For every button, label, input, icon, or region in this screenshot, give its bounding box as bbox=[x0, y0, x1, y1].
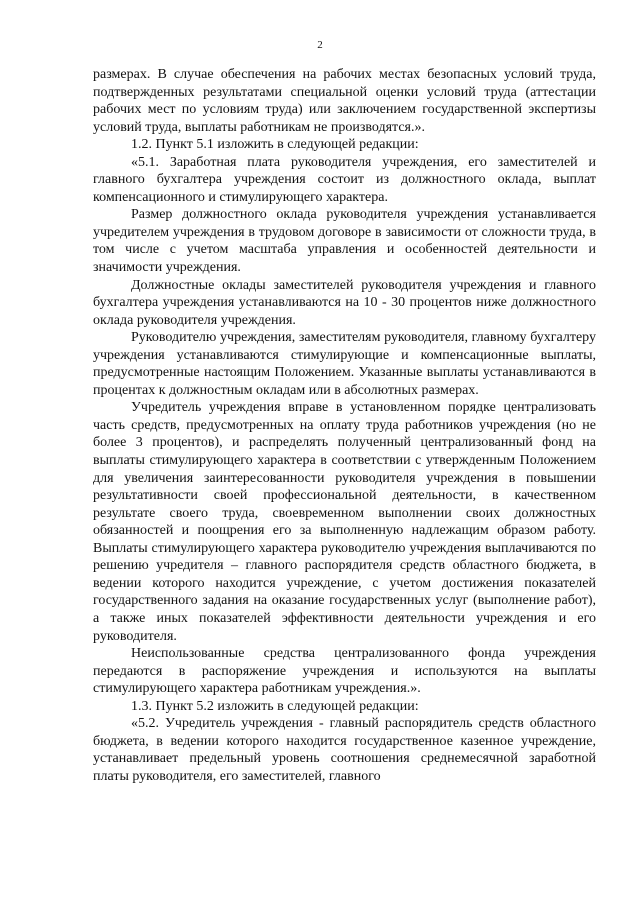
paragraph-clause-5-2: «5.2. Учредитель учреждения - главный распорядитель средств областного бюджета, в ведении которого находится государственное казенное учреждение, устанавливает предельный уровень соотношения среднемесячной заработной платы руководителя, его заместителей, главного bbox=[93, 716, 596, 784]
paragraph-continuation: размерах. В случае обеспечения на рабочих местах безопасных условий труда, подтвержденных результатами специальной оценки условий труда (аттестации рабочих мест по условиям труда) или заключением государственной экспертизы условий труда, выплаты работникам не производятся.». bbox=[93, 67, 596, 135]
document-body bbox=[93, 66, 596, 785]
paragraph-incentive-payments: Руководителю учреждения, заместителям руководителя, главному бухгалтеру учреждения устанавливаются стимулирующие и компенсационные выплаты, предусмотренные настоящим Положением. Указанные выплаты устанавливаются в процентах к должностным окладам или в абсолютных размерах. bbox=[93, 330, 596, 398]
paragraph-director-salary: Размер должностного оклада руководителя учреждения устанавливается учредителем учреждения в трудовом договоре в зависимости от сложности труда, в том числе с учетом масштаба управления и особенностей деятельности и значимости учреждения. bbox=[93, 207, 596, 276]
paragraph-deputy-salaries: Должностные оклады заместителей руководителя учреждения и главного бухгалтера учреждения устанавливаются на 10 - 30 процентов ниже должностного оклада руководителя учреждения. bbox=[93, 277, 596, 328]
paragraph-item-1-3: 1.3. Пункт 5.2 изложить в следующей редакции: bbox=[131, 698, 419, 714]
page-number: 2 bbox=[317, 39, 323, 51]
paragraph-centralized-fund: Учредитель учреждения вправе в установленном порядке централизовать часть средств, предусмотренных на оплату труда работников учреждения (но не более 3 процентов), и распределять полученный централизованный фонд на выплаты стимулирующего характера в соответствии с утвержденным Положением для увеличения заинтересованности руководителя учреждения в повышении результативности своей профессиональной деятельности, в качественном результате своего труда, своевременном выполнении своих должностных обязанностей и поощрения его за выполненную надлежащим образом работу. Выплаты стимулирующего характера руководителю учреждения выплачиваются по решению учредителя – главного распорядителя средств областного бюджета, в ведении которого находится учреждение, с учетом достижения показателей государственного задания на оказание государственных услуг (выполнение работ), а также иных показателей эффективности деятельности учреждения и его руководителя. bbox=[93, 400, 596, 644]
paragraph-unused-funds: Неиспользованные средства централизованного фонда учреждения передаются в распоряжение учреждения и используются на выплаты стимулирующего характера работникам учреждения.». bbox=[93, 646, 596, 697]
paragraph-item-1-2: 1.2. Пункт 5.1 изложить в следующей редакции: bbox=[131, 137, 419, 153]
paragraph-clause-5-1: «5.1. Заработная плата руководителя учреждения, его заместителей и главного бухгалтера учреждения состоит из должностного оклада, выплат компенсационного и стимулирующего характера. bbox=[93, 154, 596, 205]
